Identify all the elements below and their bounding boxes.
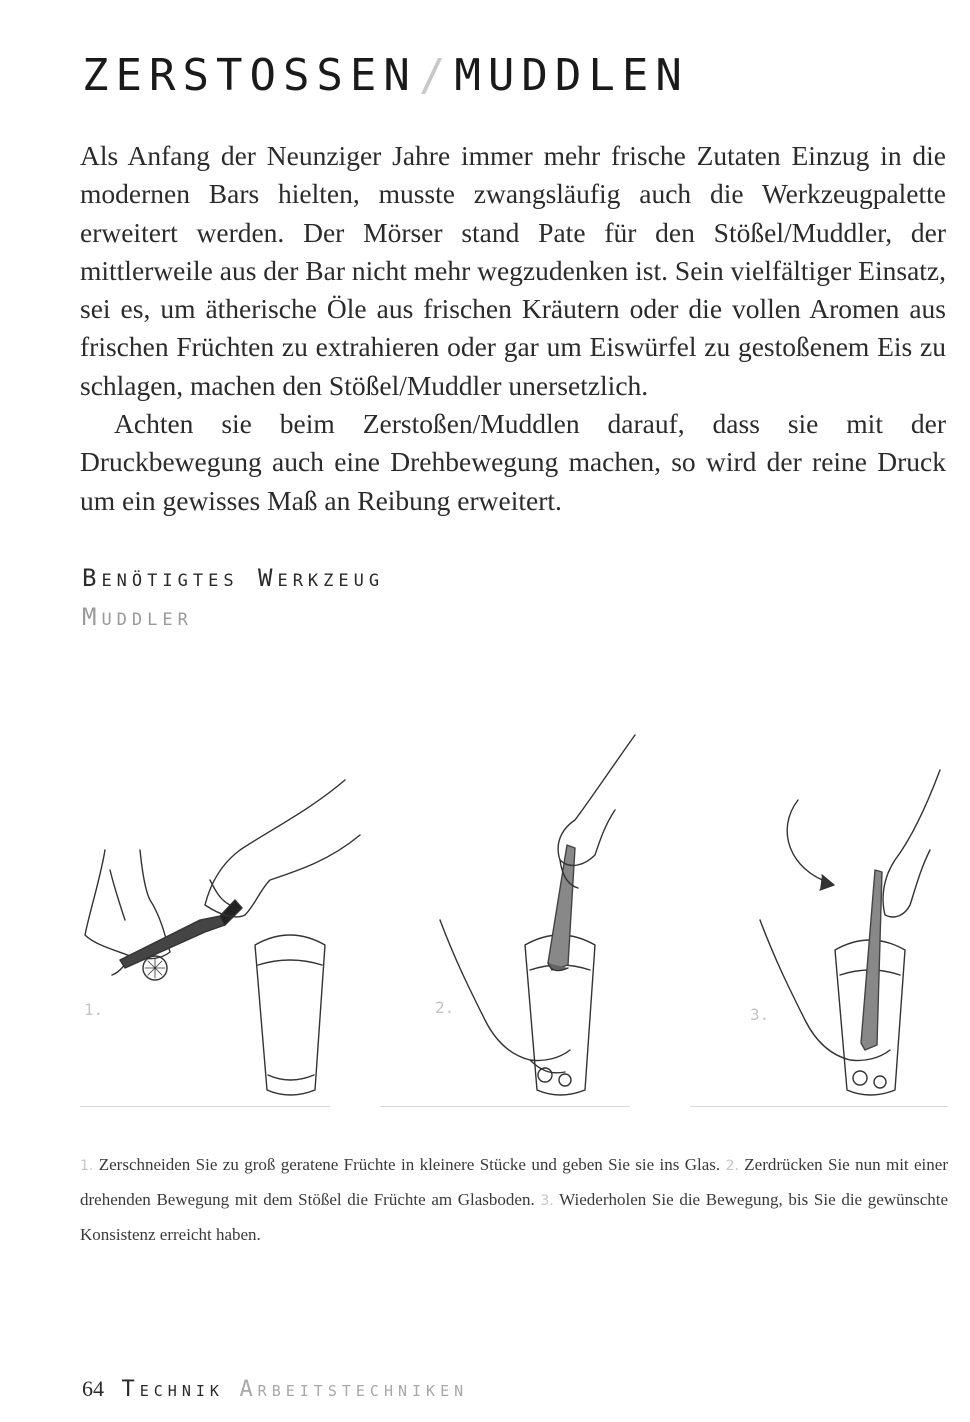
illustration-svg: [70, 720, 960, 1120]
page-title: [82, 50, 689, 101]
step-illustrations: [70, 720, 960, 1120]
title-separator: /: [418, 50, 453, 101]
body-text: [80, 137, 946, 520]
divider-2: [380, 1106, 630, 1107]
step-3-repeat-illustration: [760, 770, 940, 1095]
tools-heading: Benötigtes Werkzeug: [82, 564, 385, 592]
footer-subsection: Arbeitstechniken: [239, 1377, 469, 1402]
tools-item: Muddler: [82, 603, 193, 631]
divider-1: [80, 1106, 330, 1107]
step-2-muddling-illustration: [440, 735, 635, 1095]
page-number: 64: [82, 1376, 104, 1401]
caption-3-number: 3.: [540, 1193, 554, 1209]
page-footer: [82, 1376, 468, 1402]
step-1-cutting-illustration: [85, 780, 360, 1095]
step-3-number: 3.: [750, 1005, 770, 1024]
caption-2-number: 2.: [725, 1158, 739, 1174]
caption-1-text: Zerschneiden Sie zu groß geratene Früchte in kleinere Stücke und geben Sie sie ins Glas.: [98, 1155, 721, 1174]
step-captions: [80, 1148, 948, 1251]
title-main: ZERSTOSSEN: [82, 50, 417, 101]
paragraph-1: Als Anfang der Neunziger Jahre immer mehr frische Zutaten Einzug in die modernen Bars hielten, musste zwangsläufig auch die Werkzeugpalette erweitert werden. Der Mörser stand Pate für den Stößel/Muddler, der mittlerweile aus der Bar nicht mehr wegzudenken ist. Sein vielfältiger Einsatz, sei es, um ätherische Öle aus frischen Kräutern oder die vollen Aromen aus frischen Früchten zu extrahieren oder gar um Eiswürfel zu gestoßenem Eis zu schlagen, machen den Stößel/Muddler unersetzlich.: [80, 140, 946, 401]
caption-1-number: 1.: [80, 1158, 94, 1174]
paragraph-2: Achten sie beim Zerstoßen/Muddlen darauf, dass sie mit der Druckbewegung auch eine Drehbewegung machen, so wird der reine Druck um ein gewisses Maß an Reibung erweitert.: [80, 408, 946, 516]
divider-3: [690, 1106, 948, 1107]
caption-2-text: Zerdrücken Sie nun mit einer drehenden Bewegung mit dem Stößel die Früchte am Glasboden.: [80, 1155, 948, 1209]
caption-3-text: Wiederholen Sie die Bewegung, bis Sie die gewünschte Konsistenz erreicht haben.: [80, 1190, 949, 1244]
footer-section: Technik: [121, 1377, 224, 1402]
step-2-number: 2.: [435, 998, 455, 1017]
step-1-number: 1.: [84, 1000, 104, 1019]
title-secondary: MUDDLEN: [454, 50, 689, 101]
